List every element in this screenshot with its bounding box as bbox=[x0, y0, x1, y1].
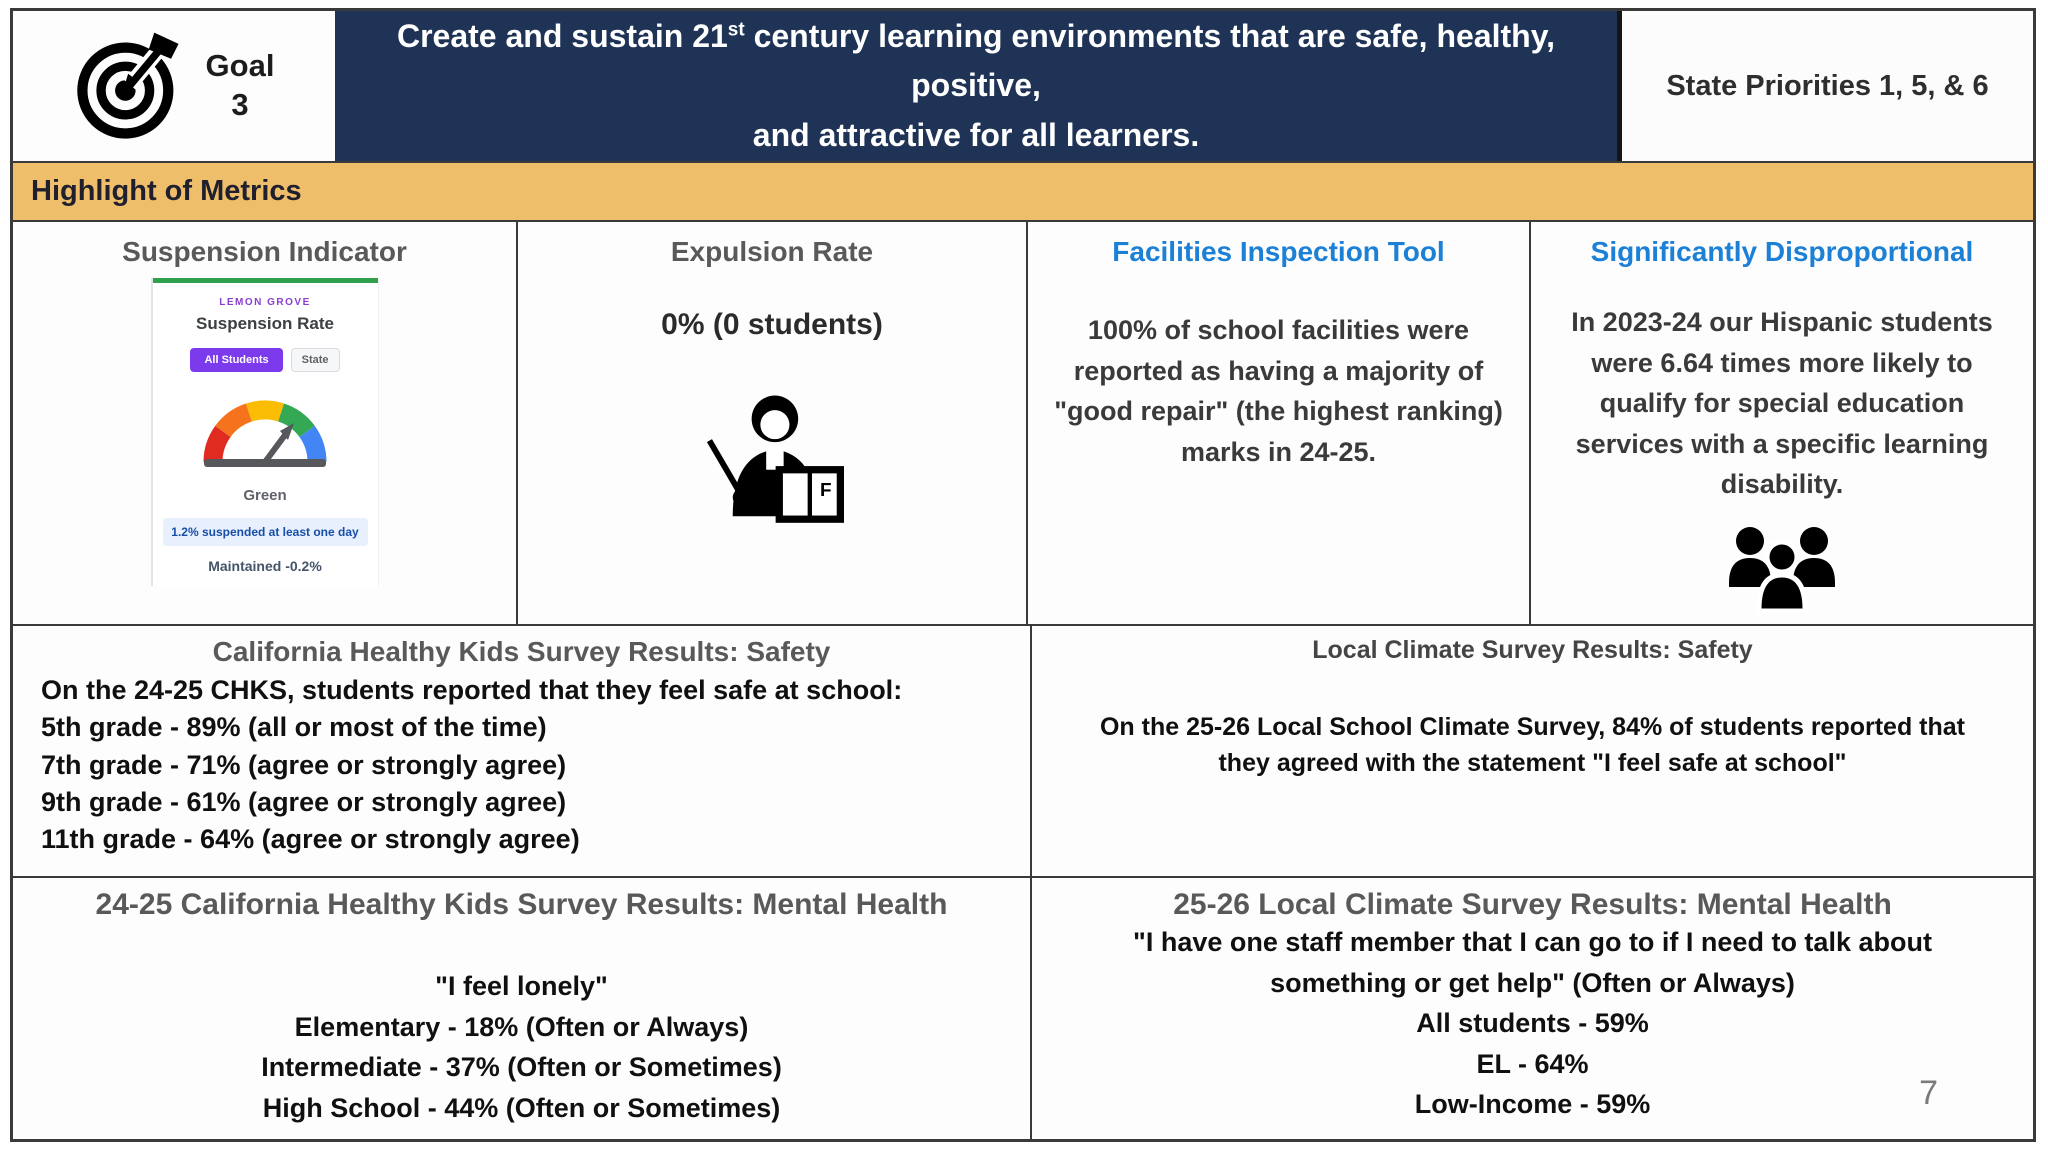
local-climate-safety-body bbox=[1056, 709, 2009, 782]
expulsion-rate-cell bbox=[518, 222, 1028, 624]
local-climate-safety-cell bbox=[1032, 626, 2033, 876]
local-mental-line-low-income: Low-Income - 59% bbox=[1414, 1089, 1651, 1119]
chks-safety-cell bbox=[13, 626, 1032, 876]
chks-mental-health-cell bbox=[13, 878, 1032, 1139]
chks-mental-health-title: 24-25 California Healthy Kids Survey Results: Mental Health bbox=[95, 888, 948, 921]
chks-mental-health-quote: "I feel lonely" bbox=[435, 971, 608, 1001]
chks-safety-line-9th: 9th grade - 61% (agree or strongly agree) bbox=[41, 786, 567, 817]
suspension-indicator-title: Suspension Indicator bbox=[122, 236, 407, 267]
goal-word: Goal bbox=[205, 48, 275, 84]
card-top-accent bbox=[153, 278, 378, 283]
significantly-disproportional-body: In 2023-24 our Hispanic students were 6.64 times more likely to qualify for special education services with a specific learning disability. bbox=[1571, 307, 1993, 499]
local-climate-mental-health-cell bbox=[1032, 878, 2033, 1139]
chks-safety-intro: On the 24-25 CHKS, students reported that they feel safe at school: bbox=[41, 675, 903, 705]
safety-survey-row bbox=[13, 624, 2033, 876]
goal-statement-line2: and attractive for all learners. bbox=[752, 116, 1200, 153]
local-climate-mental-health-title: 25-26 Local Climate Survey Results: Mental Health bbox=[1173, 888, 1892, 921]
local-climate-safety-line1: On the 25-26 Local School Climate Survey, 84% of students reported that bbox=[1099, 713, 1965, 741]
goal-label bbox=[206, 47, 275, 125]
chks-safety-line-7th: 7th grade - 71% (agree or strongly agree) bbox=[41, 749, 567, 780]
card-filter-buttons bbox=[153, 348, 378, 372]
local-climate-safety-title: Local Climate Survey Results: Safety bbox=[1312, 636, 1753, 664]
local-mental-line-all-students: All students - 59% bbox=[1416, 1008, 1649, 1038]
target-icon bbox=[74, 25, 186, 148]
facilities-inspection-body: 100% of school facilities were reported as having a majority of "good repair" (the highest ranking) marks in 24-25. bbox=[1054, 315, 1503, 467]
page-number: 7 bbox=[1919, 1074, 1938, 1112]
significantly-disproportional-title: Significantly Disproportional bbox=[1590, 236, 1974, 267]
goal-statement-banner bbox=[335, 11, 1617, 161]
mental-health-survey-row bbox=[13, 876, 2033, 1139]
suspension-detail-chip: 1.2% suspended at least one day bbox=[163, 518, 368, 546]
suspension-indicator-cell bbox=[13, 222, 518, 624]
goal3-metrics-table bbox=[10, 8, 2036, 1142]
chks-safety-title: California Healthy Kids Survey Results: Safety bbox=[212, 636, 831, 667]
state-priorities-label: State Priorities 1, 5, & 6 bbox=[1666, 69, 1989, 102]
chks-mental-line-highschool: High School - 44% (Often or Sometimes) bbox=[262, 1092, 781, 1123]
header-row bbox=[13, 11, 2033, 161]
suspension-rate-label: Suspension Rate bbox=[196, 314, 334, 333]
expulsion-rate-value: 0% (0 students) bbox=[661, 308, 883, 341]
facilities-inspection-title: Facilities Inspection Tool bbox=[1112, 236, 1445, 267]
expulsion-rate-title: Expulsion Rate bbox=[670, 236, 874, 267]
goal-statement-line1: Create and sustain 21st century learning environments that are safe, healthy, positive, bbox=[396, 17, 1555, 104]
district-label: LEMON GROVE bbox=[219, 297, 311, 308]
all-students-button: All Students bbox=[190, 348, 282, 372]
chks-mental-line-intermediate: Intermediate - 37% (Often or Sometimes) bbox=[261, 1052, 782, 1082]
suspension-change-label: Maintained -0.2% bbox=[208, 558, 322, 574]
local-climate-mental-health-lines bbox=[1056, 922, 2009, 1125]
facilities-inspection-cell bbox=[1028, 222, 1531, 624]
local-climate-safety-line2: they agreed with the statement "I feel safe at school" bbox=[1218, 749, 1847, 778]
teacher-icon bbox=[518, 386, 1026, 541]
chks-safety-lines bbox=[37, 672, 1006, 858]
gauge-status-label: Green bbox=[243, 487, 287, 504]
chks-safety-line-11th: 11th grade - 64% (agree or strongly agree) bbox=[41, 824, 580, 854]
svg-text:F: F bbox=[820, 479, 832, 501]
local-mental-quote-line2: something or get help" (Often or Always) bbox=[1270, 967, 1795, 998]
chks-mental-health-lines bbox=[37, 966, 1006, 1128]
highlight-of-metrics-bar bbox=[13, 161, 2033, 222]
state-button: State bbox=[291, 348, 340, 372]
local-mental-line-el: EL - 64% bbox=[1476, 1048, 1589, 1079]
suspension-gauge bbox=[185, 384, 345, 476]
chks-mental-line-elementary: Elementary - 18% (Often or Always) bbox=[294, 1011, 749, 1042]
significantly-disproportional-cell bbox=[1531, 222, 2033, 624]
metrics-row bbox=[13, 222, 2033, 624]
state-priorities-cell bbox=[1617, 11, 2033, 161]
people-group-icon bbox=[1531, 521, 2033, 618]
goal-number: 3 bbox=[231, 87, 249, 122]
chks-safety-line-5th: 5th grade - 89% (all or most of the time) bbox=[41, 712, 547, 743]
highlight-of-metrics-label: Highlight of Metrics bbox=[31, 175, 302, 207]
goal-cell bbox=[13, 11, 335, 161]
dashboard-suspension-card bbox=[151, 278, 379, 586]
local-mental-quote-line1: "I have one staff member that I can go to if I need to talk about bbox=[1133, 927, 1932, 957]
